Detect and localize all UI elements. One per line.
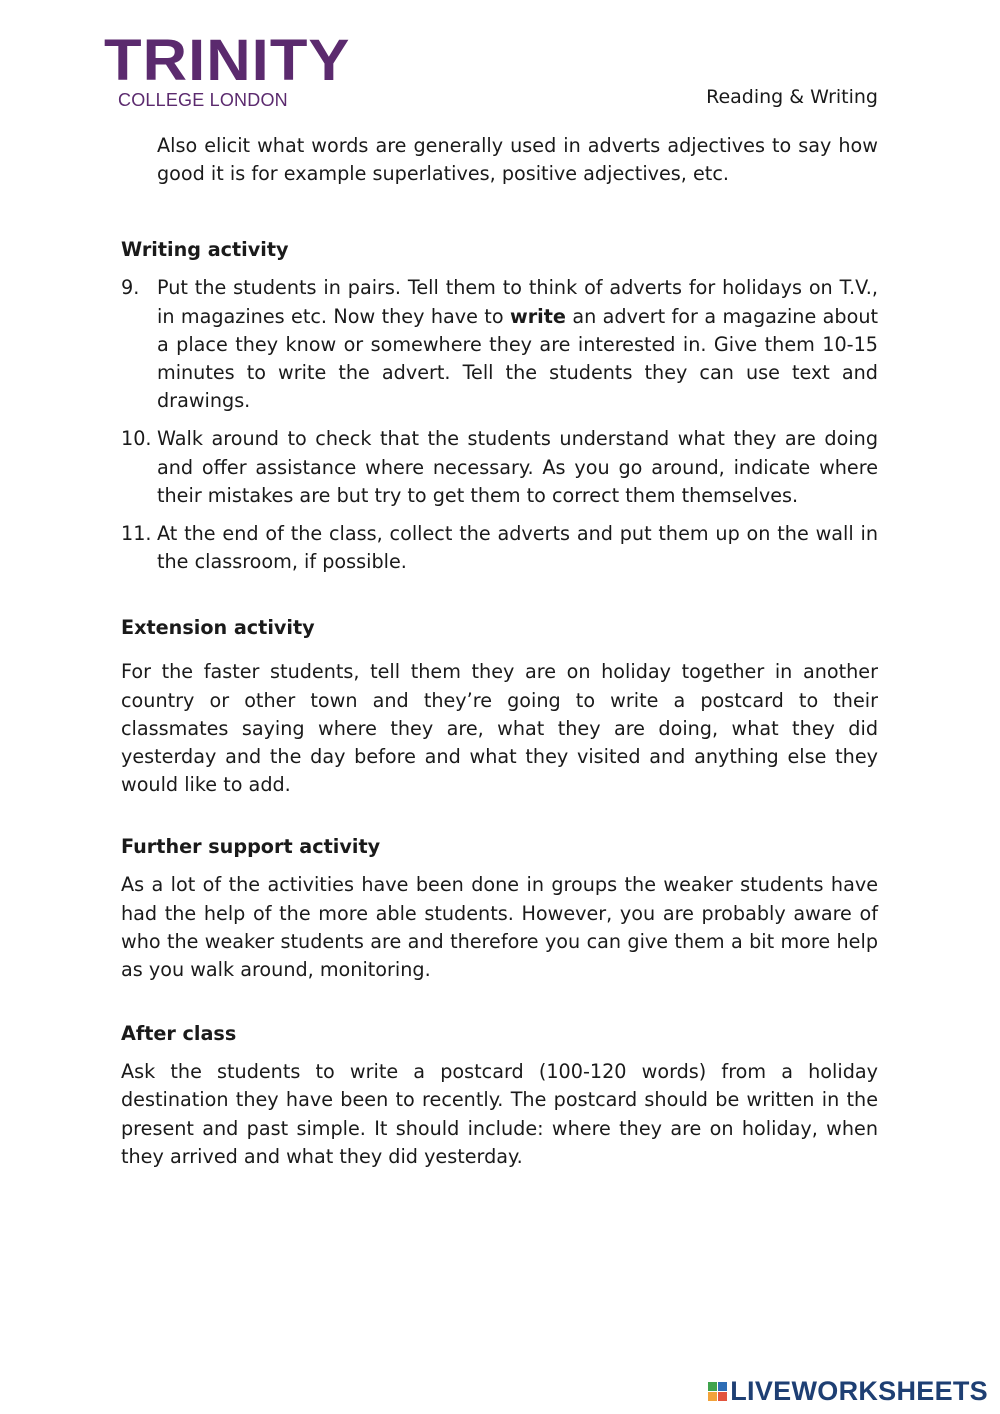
trinity-logo <box>104 28 354 110</box>
writing-activity-heading: Writing activity <box>121 238 289 262</box>
list-item-number: 11. <box>121 522 152 546</box>
further-support-text: As a lot of the activities have been done in groups the weaker students have had the help of the more able students. However, you are probably aware of who the weaker students are and therefore you can give them a bit more help as you walk around, monitoring. <box>121 873 878 982</box>
list-item <box>121 274 878 415</box>
brand-block <box>708 1392 717 1401</box>
liveworksheets-logo-icon <box>708 1382 727 1401</box>
brand-text: LIVEWORKSHEETS <box>730 1375 988 1406</box>
brand-block <box>708 1382 717 1391</box>
list-item-bold-word: write <box>509 304 566 328</box>
intro-paragraph: Also elicit what words are generally used in adverts adjectives to say how good it is for example superlatives, positive adjectives, etc. <box>157 134 878 186</box>
list-item-text: Walk around to check that the students understand what they are doing and offer assistance where necessary. As you go around, indicate where their mistakes are but try to get them to correct them themselves. <box>157 427 878 507</box>
logo-main-text: TRINITY <box>104 28 351 93</box>
list-item-text: an advert for a magazine about a place they know or somewhere they are interested in. Give them 10-15 minutes to write the advert. Tell the students they can use text and drawings. <box>157 304 879 413</box>
writing-activity-list <box>121 274 878 576</box>
list-item-number: 10. <box>121 427 152 451</box>
document-body <box>121 132 878 1171</box>
extension-activity-heading: Extension activity <box>121 616 315 640</box>
logo-sub-text: COLLEGE LONDON <box>118 90 288 110</box>
after-class-text: Ask the students to write a postcard (100-120 words) from a holiday destination they have been to recently. The postcard should be written in the present and past simple. It should include: where they are on holiday, when they arrived and what they did yesterday. <box>121 1060 878 1168</box>
liveworksheets-brand <box>708 1376 988 1406</box>
header-section-label: Reading & Writing <box>706 86 878 108</box>
list-item <box>121 425 878 510</box>
list-item-text: At the end of the class, collect the adverts and put them up on the wall in the classroom, if possible. <box>157 522 878 574</box>
list-item-text: Put the students in pairs. Tell them to think of adverts for holidays on T.V., in magazines etc. Now they have to <box>157 276 878 328</box>
after-class-heading: After class <box>121 1022 237 1046</box>
extension-activity-text: For the faster students, tell them they are on holiday together in another country or other town and they’re going to write a postcard to their classmates saying where they are, what they are doing, what they did yesterday and the day before and what they visited and anything else they would like to add. <box>121 660 878 797</box>
brand-block <box>718 1392 727 1401</box>
list-item-number: 9. <box>121 276 140 300</box>
further-support-heading: Further support activity <box>121 835 381 859</box>
list-item <box>121 520 878 576</box>
brand-block <box>718 1382 727 1391</box>
